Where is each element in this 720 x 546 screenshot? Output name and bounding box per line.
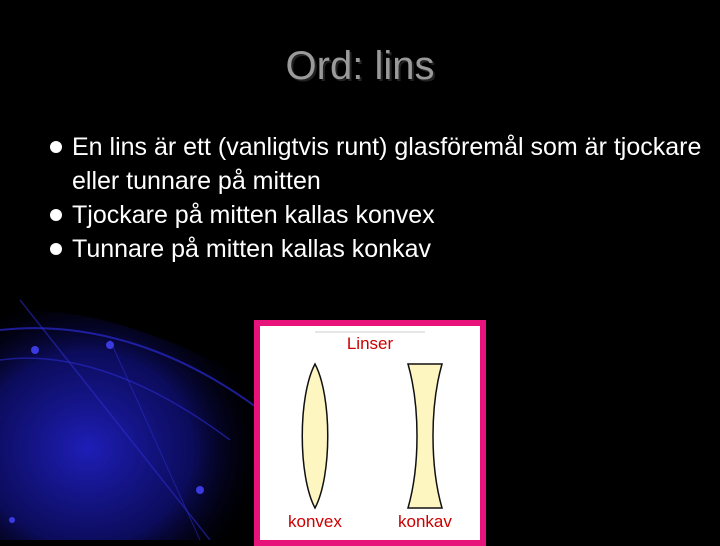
slide-title: Ord: lins (285, 44, 435, 88)
bullet-dot-icon (50, 141, 62, 153)
bullet-dot-icon (50, 243, 62, 255)
bullet-list (20, 130, 710, 266)
lens-figure (254, 320, 486, 546)
concave-lens-icon (408, 364, 442, 508)
convex-label: konvex (288, 512, 342, 531)
bullet-text: En lins är ett (vanligtvis runt) glasföremål som är tjockare eller tunnare på mitten (72, 133, 702, 195)
concave-label: konkav (398, 512, 452, 531)
figure-title: Linser (346, 334, 394, 353)
lens-diagram (260, 326, 480, 540)
bullet-item (20, 198, 710, 232)
bullet-item (20, 232, 710, 266)
convex-lens-icon (302, 364, 328, 508)
bullet-item (20, 130, 710, 198)
bullet-text: Tjockare på mitten kallas konvex (72, 201, 435, 229)
bullet-dot-icon (50, 209, 62, 221)
bullet-text: Tunnare på mitten kallas konkav (72, 235, 431, 263)
